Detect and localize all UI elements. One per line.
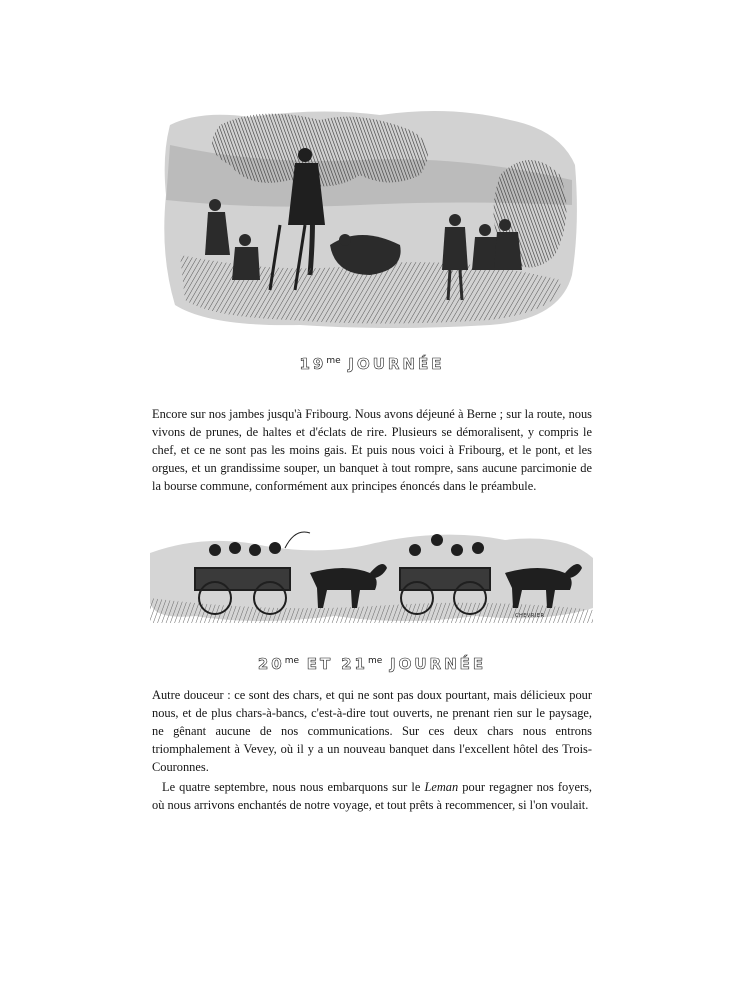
heading-and: ET	[306, 655, 334, 673]
day-20-21-heading	[0, 655, 744, 673]
paragraph-text-before: Le quatre septembre, nous nous embarquons sur le	[162, 780, 425, 794]
heading-word: JOURNÉE	[348, 355, 445, 373]
paragraph-day-20-21-first: Autre douceur : ce sont des chars, et qui ne sont pas doux pourtant, mais délicieux pour nous, et de plus chars-à-bancs, c'est-à-dire tout ouverts, ne prenant rien sur le paysage, ne gênant aucune de nos communications. Sur ces deux chars nous entrons triomphalement à Vevey, où il y a un nouveau banquet dans l'excellent hôtel des Trois-Couronnes.	[152, 688, 592, 774]
fruit-picking-engraving	[160, 105, 580, 330]
paragraph-day-20-21-second	[152, 778, 592, 814]
heading-number-1: 20	[257, 655, 285, 673]
heading-suffix-2: me	[367, 656, 383, 666]
paragraph-day-19: Encore sur nos jambes jusqu'à Fribourg. Nous avons déjeuné à Berne ; sur la route, nous vivons de prunes, de haltes et d'éclats de rire. Plusieurs se démoralisent, y compris le chef, et ce ne sont pas les moins gais. Et puis nous voici à Fribourg, et le pont, et les orgues, et un grandissime souper, un banquet à tout rompre, sans aucune parcimonie de la bourse commune, conformément aux principes énoncés dans le préambule.	[152, 407, 592, 493]
heading-number: 19	[299, 355, 327, 373]
day-19-heading	[0, 355, 744, 373]
heading-suffix-1: me	[284, 656, 300, 666]
lake-name: Leman	[424, 780, 459, 794]
heading-number-2: 21	[341, 655, 368, 673]
engraver-credit: CHEVRIER	[515, 613, 545, 619]
heading-word: JOURNÉE	[390, 655, 487, 673]
paragraph-text-after: pour regagner nos foyers, où nous arrivons enchantés de notre voyage, et tout prêts à recommencer, si l'on voulait.	[152, 780, 592, 812]
heading-suffix: me	[326, 356, 341, 366]
